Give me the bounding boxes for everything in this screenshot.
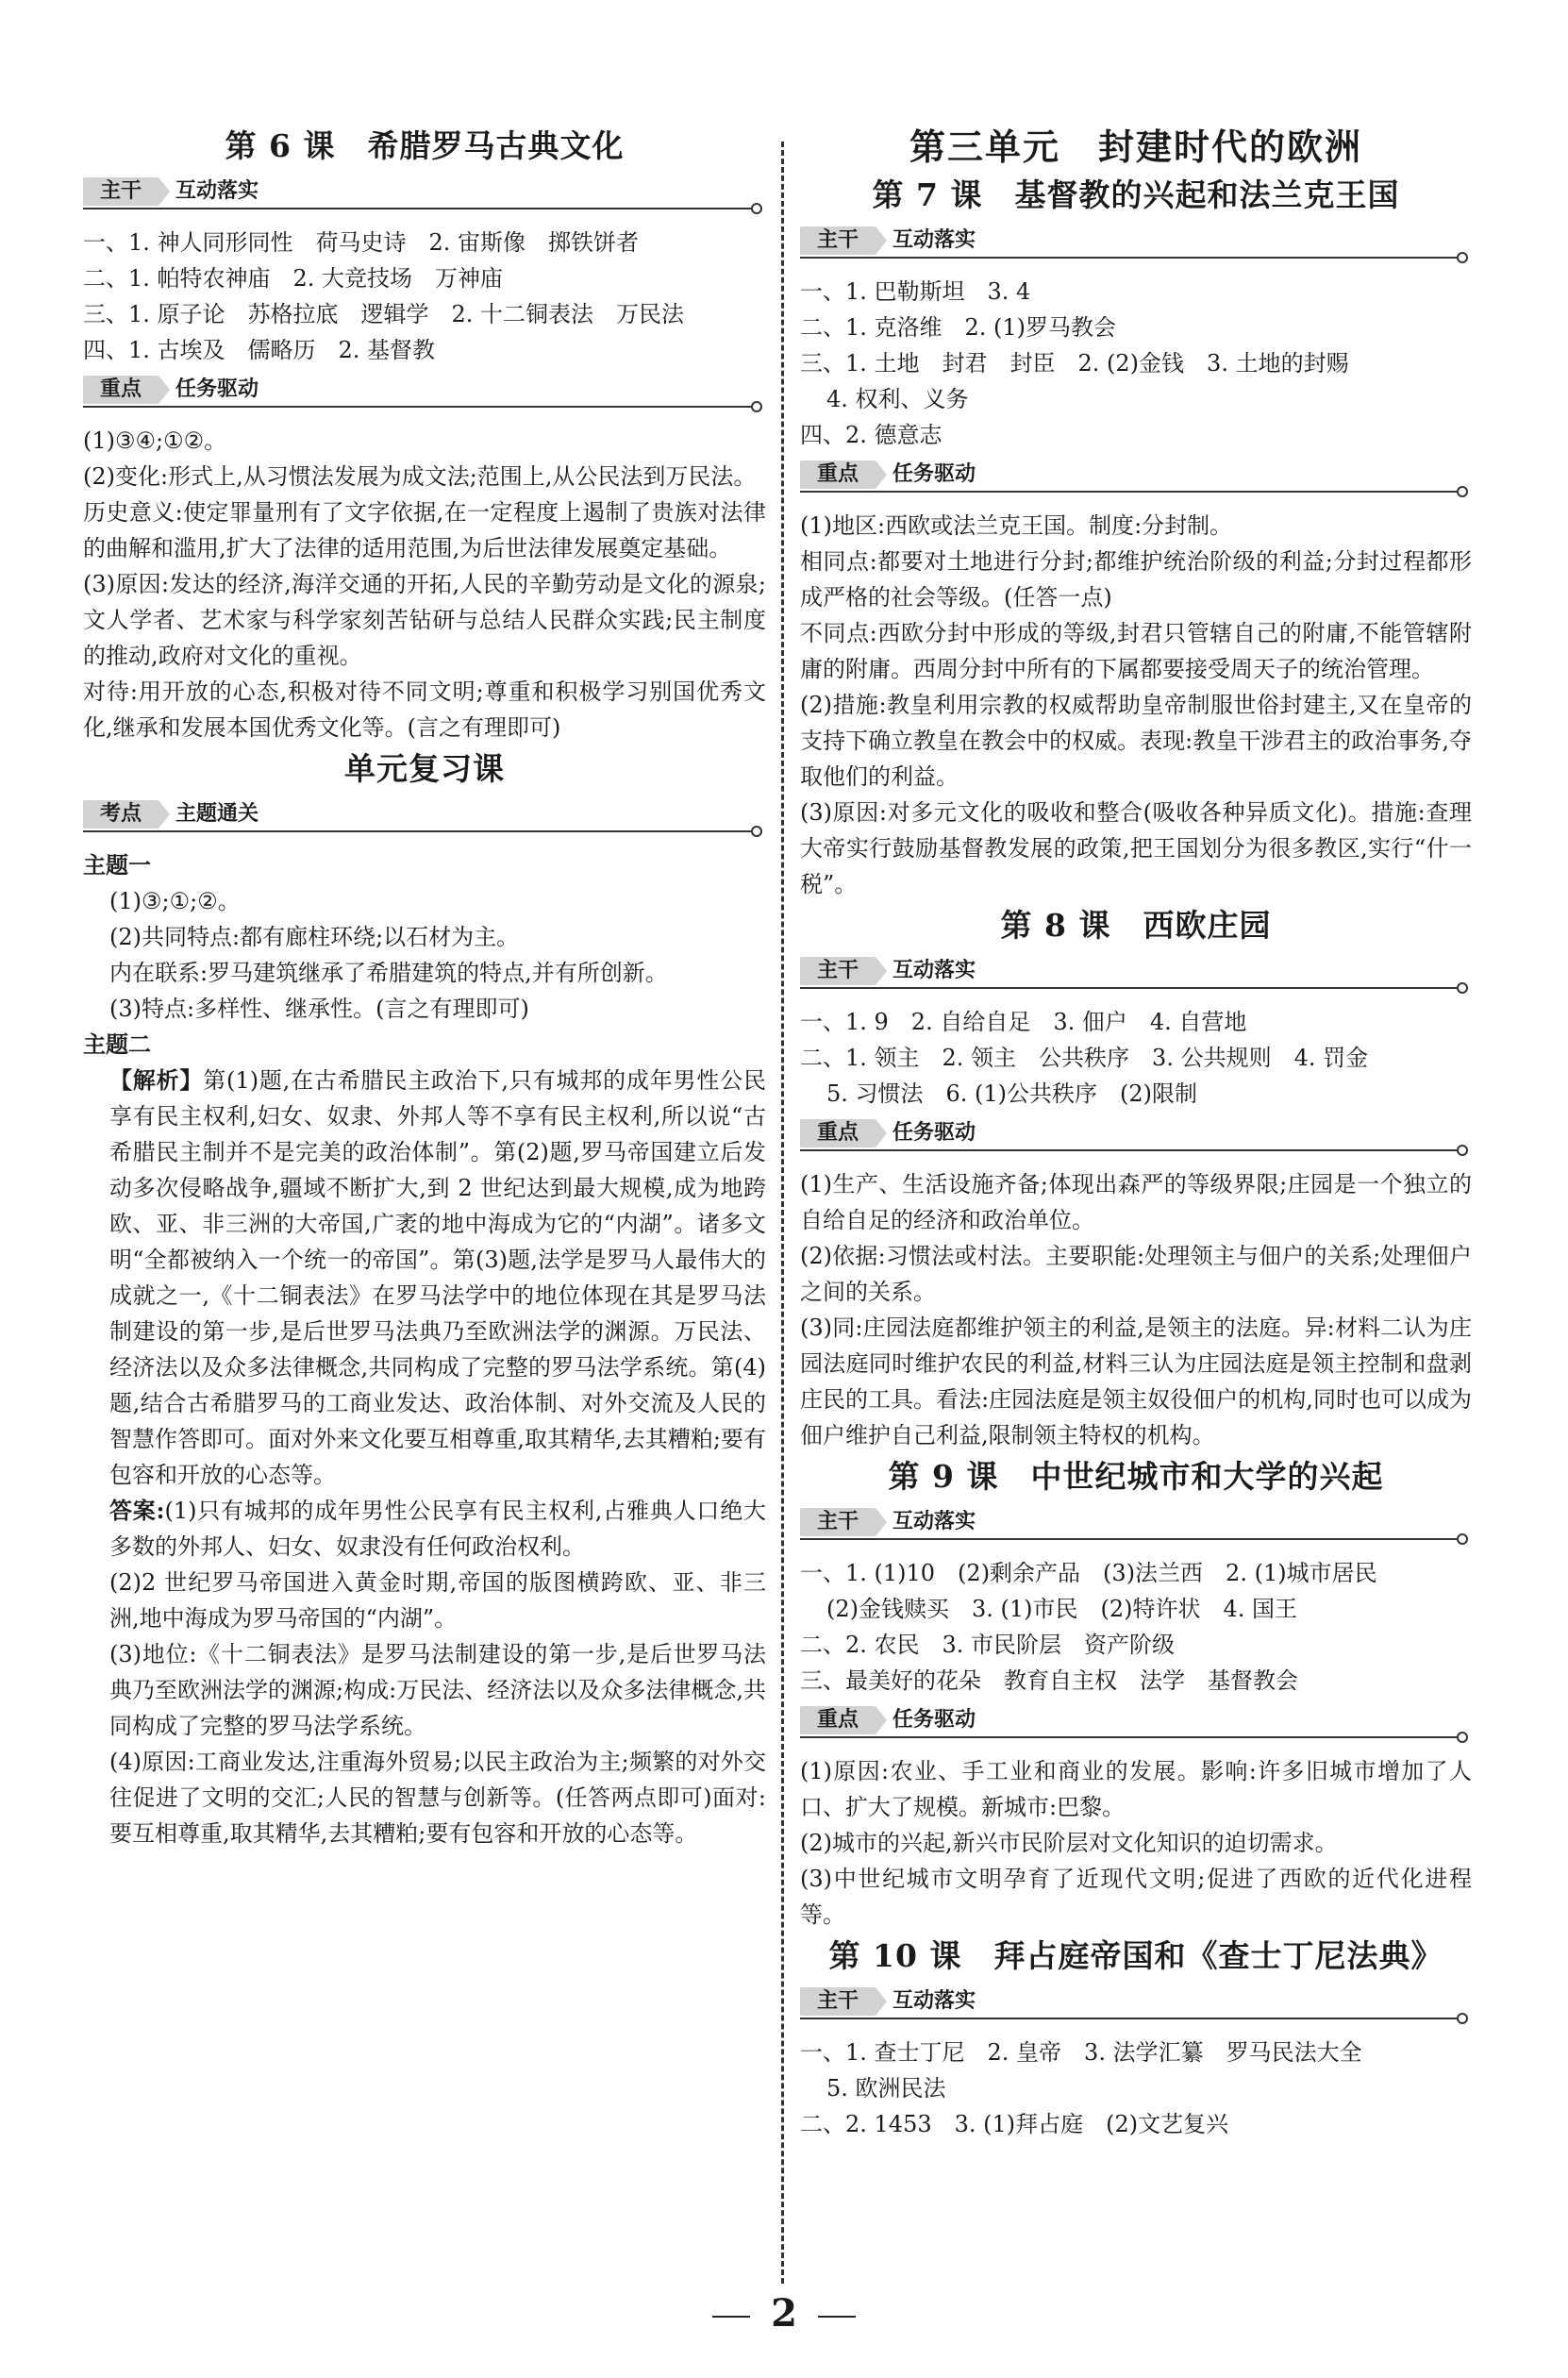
section-name-label: 任务驱动 <box>892 1708 976 1732</box>
section-name-label: 互动落实 <box>892 1989 976 2013</box>
section-rule-end-icon <box>1457 1533 1468 1545</box>
section-header-zhugan <box>83 174 766 211</box>
section-header-zhugan <box>800 1504 1472 1542</box>
section-name-label: 任务驱动 <box>175 377 259 401</box>
section-rule-end-icon <box>1457 982 1468 994</box>
lesson-7-title: 第 7 课 基督教的兴起和法兰克王国 <box>872 176 1400 213</box>
section-name-label: 互动落实 <box>892 228 976 252</box>
left-column <box>83 123 766 1851</box>
answer-paragraph: (2)共同特点:都有廊柱环绕;以石材为主。 <box>109 924 520 950</box>
answer-line: 二、2. 农民 3. 市民阶层 资产阶级 <box>800 1632 1176 1658</box>
section-rule-end-icon <box>1457 1145 1468 1156</box>
answer-paragraph: (2)城市的兴起,新兴市民阶层对文化知识的迫切需求。 <box>800 1830 1338 1856</box>
column-divider <box>781 142 784 2284</box>
answer-line: 二、1. 领主 2. 领主 公共秩序 3. 公共规则 4. 罚金 <box>800 1045 1369 1071</box>
answer-paragraph: (3)同:庄园法庭都维护领主的利益,是领主的法庭。异:材料二认为庄园法庭同时维护农民的利益,材料三认为庄园法庭是领主控制和盘剥庄民的工具。看法:庄园法庭是领主奴役佃户的机构,同时也可以成为佃户维护自己利益,限制领主特权的机构。 <box>800 1315 1472 1449</box>
answer-paragraph: (4)原因:工商业发达,注重海外贸易;以民主政治为主;频繁的对外交往促进了文明的交汇;人民的智慧与创新等。(任答两点即可)面对:要互相尊重,取其精华,去其糟粕;要有包容和开放的心态等。 <box>109 1749 766 1847</box>
section-tag-label: 主干 <box>800 1508 876 1536</box>
section-tag-arrow-icon <box>876 957 887 985</box>
section-name-label: 互动落实 <box>892 959 976 982</box>
analysis-text: 第(1)题,在古希腊民主政治下,只有城邦的成年男性公民享有民主权利,妇女、奴隶、外邦人等不享有民主权利,所以说“古希腊民主制并不是完美的政治体制”。第(2)题,罗马帝国建立后发动多次侵略战争,疆域不断扩大,到 2 世纪达到最大规模,成为地跨欧、亚、非三洲的大帝国,广袤的地中海成为它的“内湖”。诸多文明“全都被纳入一个统一的帝国”。第(3)题,法学是罗马人最伟大的成就之一,《十二铜表法》在罗马法学中的地位体现在其是罗马法制建设的第一步,是后世罗马法典乃至欧洲法学的渊源。万民法、经济法以及众多法律概念,共同构成了完整的罗马法学系统。第(4)题,结合古希腊罗马的工商业发达、政治体制、对外交流及人民的智慧作答即可。面对外来文化要互相尊重,取其精华,去其糟粕;要有包容和开放的心态等。 <box>109 1067 766 1488</box>
section-header-zhugan <box>800 1984 1472 2021</box>
section-name-label: 主题通关 <box>175 802 259 826</box>
answer-paragraph: (1)③;①;②。 <box>109 888 241 914</box>
theme-2-heading: 主题二 <box>83 1030 151 1058</box>
section-name-label: 互动落实 <box>892 1510 976 1533</box>
answer-line: 三、最美好的花朵 教育自主权 法学 基督教会 <box>800 1667 1298 1694</box>
section-rule-end-icon <box>751 401 762 412</box>
section-rule-end-icon <box>1457 1732 1468 1743</box>
answer-label: 答案: <box>109 1497 165 1524</box>
answer-paragraph: (2)措施:教皇利用宗教的权威帮助皇帝制服世俗封建主,又在皇帝的支持下确立教皇在教会中的权威。表现:教皇干涉君主的政治事务,夺取他们的利益。 <box>800 692 1472 790</box>
theme-1-heading: 主题一 <box>83 851 151 879</box>
answer-paragraph: (3)特点:多样性、继承性。(言之有理即可) <box>109 996 529 1022</box>
answer-paragraph: (1)生产、生活设施齐备;体现出森严的等级界限;庄园是一个独立的自给自足的经济和政治单位。 <box>800 1171 1472 1233</box>
section-header-zhugan <box>800 953 1472 991</box>
section-tag-arrow-icon <box>876 461 887 489</box>
unit-review-title: 单元复习课 <box>344 750 505 787</box>
section-rule-end-icon <box>751 203 762 214</box>
section-tag-arrow-icon <box>158 800 170 829</box>
section-rule <box>83 406 751 408</box>
answer-line: 三、1. 原子论 苏格拉底 逻辑学 2. 十二铜表法 万民法 <box>83 301 685 327</box>
answer-line: 二、1. 克洛维 2. (1)罗马教会 <box>800 314 1117 341</box>
section-tag-arrow-icon <box>876 1706 887 1734</box>
right-column <box>800 123 1472 2142</box>
answer-line: 一、1. (1)10 (2)剩余产品 (3)法兰西 2. (1)城市居民 <box>800 1560 1377 1586</box>
section-rule <box>800 1736 1457 1738</box>
section-name-label: 任务驱动 <box>892 462 976 486</box>
section-tag-label: 主干 <box>83 177 158 206</box>
section-tag-arrow-icon <box>876 1119 887 1147</box>
section-rule <box>800 491 1457 493</box>
answer-paragraph: 对待:用开放的心态,积极对待不同文明;尊重和积极学习别国优秀文化,继承和发展本国优秀文化等。(言之有理即可) <box>83 678 766 741</box>
answer-paragraph: (2)依据:习惯法或村法。主要职能:处理领主与佃户的关系;处理佃户之间的关系。 <box>800 1243 1472 1305</box>
section-rule <box>800 987 1457 989</box>
section-rule <box>800 1149 1457 1151</box>
section-tag-label: 重点 <box>83 376 158 404</box>
answer-paragraph: 历史意义:使定罪量刑有了文字依据,在一定程度上遏制了贵族对法律的曲解和滥用,扩大了法律的适用范围,为后世法律发展奠定基础。 <box>83 499 766 561</box>
answer-line: 四、1. 古埃及 儒略历 2. 基督教 <box>83 337 436 363</box>
analysis-label: 【解析】 <box>109 1066 204 1094</box>
section-tag-label: 重点 <box>800 1706 876 1734</box>
section-tag-arrow-icon <box>158 376 170 404</box>
section-rule <box>83 830 751 832</box>
answer-paragraph: (3)中世纪城市文明孕育了近现代文明;促进了西欧的近代化进程等。 <box>800 1866 1472 1928</box>
answer-line: (2)金钱赎买 3. (1)市民 (2)特许状 4. 国王 <box>826 1596 1298 1622</box>
answer-line: 三、1. 土地 封君 封臣 2. (2)金钱 3. 土地的封赐 <box>800 350 1349 377</box>
section-tag-arrow-icon <box>876 1508 887 1536</box>
section-header-zhugan <box>800 223 1472 260</box>
section-name-label: 互动落实 <box>175 179 259 203</box>
answer-line: 四、2. 德意志 <box>800 422 942 448</box>
section-name-label: 任务驱动 <box>892 1121 976 1145</box>
answer-line: 二、1. 帕特农神庙 2. 大竞技场 万神庙 <box>83 265 504 292</box>
page-number <box>0 2291 1568 2336</box>
section-rule <box>800 2018 1457 2019</box>
answer-line: 一、1. 9 2. 自给自足 3. 佃户 4. 自营地 <box>800 1009 1247 1035</box>
section-tag-label: 重点 <box>800 1119 876 1147</box>
lesson-6-title: 第 6 课 希腊罗马古典文化 <box>225 127 625 164</box>
section-rule-end-icon <box>1457 2013 1468 2024</box>
answer-text: (1)只有城邦的成年男性公民享有民主权利,占雅典人口绝大多数的外邦人、妇女、奴隶没有任何政治权利。 <box>109 1498 766 1560</box>
answer-paragraph: (1)地区:西欧或法兰克王国。制度:分封制。 <box>800 512 1233 539</box>
answer-paragraph: (3)原因:对多元文化的吸收和整合(吸收各种异质文化)。措施:查理大帝实行鼓励基督教发展的政策,把王国划分为很多教区,实行“什一税”。 <box>800 799 1472 897</box>
section-rule-end-icon <box>1457 486 1468 497</box>
section-header-kaodian <box>83 796 766 834</box>
page-number-dash-right <box>818 2316 856 2318</box>
answer-paragraph: (1)③④;①②。 <box>83 427 227 454</box>
section-rule-end-icon <box>1457 252 1468 263</box>
lesson-8-title: 第 8 课 西欧庄园 <box>1000 907 1272 944</box>
section-tag-arrow-icon <box>876 226 887 255</box>
section-tag-label: 主干 <box>800 1987 876 2016</box>
page-number-dash-left <box>712 2316 750 2318</box>
answer-line: 5. 欧洲民法 <box>826 2075 946 2102</box>
answer-paragraph <box>83 1493 766 1565</box>
answer-paragraph: 内在联系:罗马建筑继承了希腊建筑的特点,并有所创新。 <box>109 960 668 986</box>
answer-line: 一、1. 神人同形同性 荷马史诗 2. 宙斯像 掷铁饼者 <box>83 229 640 256</box>
analysis-paragraph <box>83 1063 766 1493</box>
section-header-zhongdian <box>800 1115 1472 1153</box>
answer-line: 一、1. 查士丁尼 2. 皇帝 3. 法学汇纂 罗马民法大全 <box>800 2039 1362 2066</box>
section-header-zhongdian <box>800 1702 1472 1740</box>
section-tag-label: 重点 <box>800 461 876 489</box>
answer-paragraph: 不同点:西欧分封中形成的等级,封君只管辖自己的附庸,不能管辖附庸的附庸。西周分封中所有的下属都要接受周天子的统治管理。 <box>800 620 1472 682</box>
answer-line: 5. 习惯法 6. (1)公共秩序 (2)限制 <box>826 1080 1198 1107</box>
section-rule <box>83 208 751 209</box>
lesson-10-title: 第 10 课 拜占庭帝国和《查士丁尼法典》 <box>828 1937 1443 1974</box>
section-rule <box>800 257 1457 259</box>
section-tag-label: 考点 <box>83 800 158 829</box>
answer-paragraph: (2)2 世纪罗马帝国进入黄金时期,帝国的版图横跨欧、亚、非三洲,地中海成为罗马帝国的“内湖”。 <box>109 1569 766 1632</box>
section-header-zhongdian <box>83 372 766 410</box>
answer-paragraph: (1)原因:农业、手工业和商业的发展。影响:许多旧城市增加了人口、扩大了规模。新城市:巴黎。 <box>800 1758 1472 1820</box>
section-tag-label: 主干 <box>800 957 876 985</box>
lesson-9-title: 第 9 课 中世纪城市和大学的兴起 <box>888 1458 1384 1495</box>
answer-paragraph: (2)变化:形式上,从习惯法发展为成文法;范围上,从公民法到万民法。 <box>83 463 757 490</box>
section-rule-end-icon <box>751 826 762 837</box>
page-number-value: 2 <box>771 2291 797 2336</box>
section-tag-arrow-icon <box>158 177 170 206</box>
answer-line: 4. 权利、义务 <box>826 386 969 412</box>
answer-paragraph: 相同点:都要对土地进行分封;都维护统治阶级的利益;分封过程都形成严格的社会等级。(任答一点) <box>800 548 1472 611</box>
section-tag-arrow-icon <box>876 1987 887 2016</box>
answer-line: 二、2. 1453 3. (1)拜占庭 (2)文艺复兴 <box>800 2111 1229 2137</box>
unit-3-title: 第三单元 封建时代的欧洲 <box>909 126 1362 168</box>
section-rule <box>800 1538 1457 1540</box>
answer-line: 一、1. 巴勒斯坦 3. 4 <box>800 278 1031 305</box>
answer-paragraph: (3)原因:发达的经济,海洋交通的开拓,人民的辛勤劳动是文化的源泉;文人学者、艺术家与科学家刻苦钻研与总结人民群众实践;民主制度的推动,政府对文化的重视。 <box>83 571 766 669</box>
section-tag-label: 主干 <box>800 226 876 255</box>
answer-paragraph: (3)地位:《十二铜表法》是罗马法制建设的第一步,是后世罗马法典乃至欧洲法学的渊源;构成:万民法、经济法以及众多法律概念,共同构成了完整的罗马法学系统。 <box>109 1641 766 1739</box>
section-header-zhongdian <box>800 457 1472 494</box>
